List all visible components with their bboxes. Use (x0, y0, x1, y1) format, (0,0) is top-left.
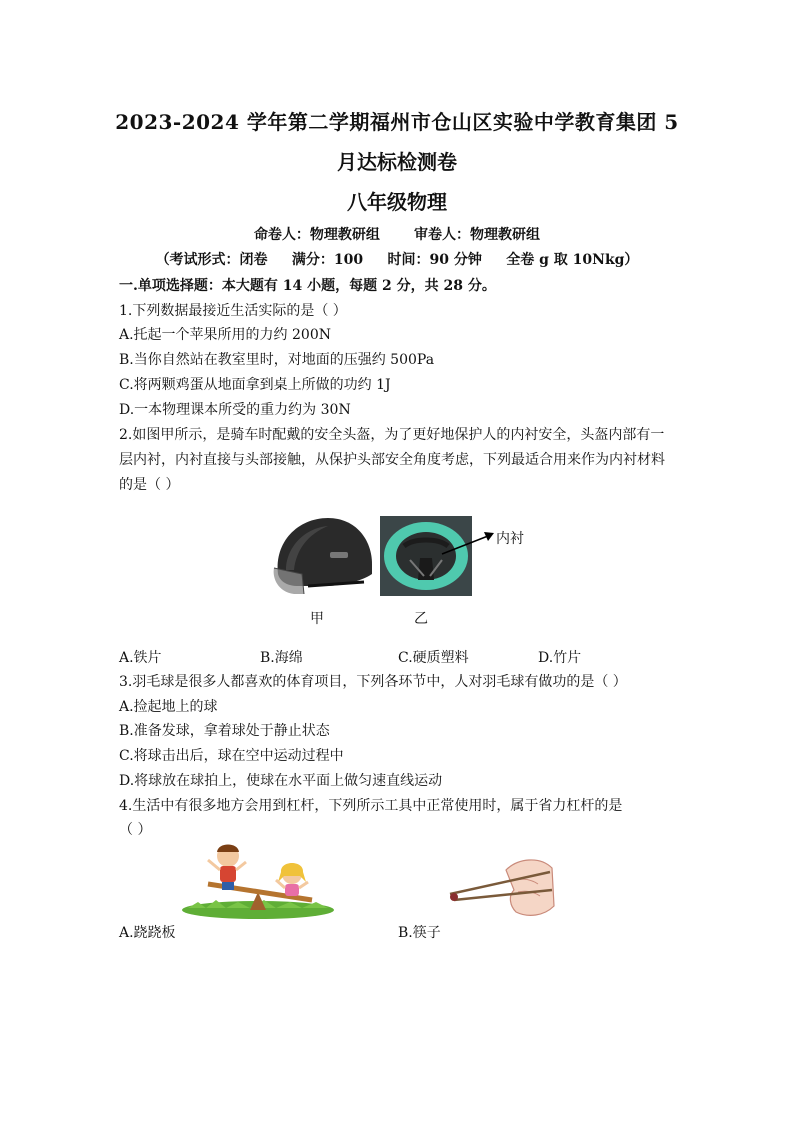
q4-stem-line1: 4.生活中有很多地方会用到杠杆，下列所示工具中正常使用时，属于省力杠杆的是 (119, 798, 623, 814)
q4-stem-line2: （ ） (119, 822, 152, 838)
seesaw-figure (178, 842, 338, 920)
q1-option-d: D.一本物理课本所受的重力约为 30N (119, 402, 351, 418)
authors-line: 命卷人：物理教研组 审卷人：物理教研组 (253, 227, 541, 243)
q3-option-b: B.准备发球，拿着球处于静止状态 (119, 723, 330, 739)
q1-option-a: A.托起一个苹果所用的力约 200N (119, 327, 331, 343)
figure-label-jia: 甲 (310, 611, 324, 627)
helmet-exterior-figure (268, 512, 376, 598)
q2-stem-line3: 的是（ ） (119, 477, 180, 493)
q1-option-c: C.将两颗鸡蛋从地面拿到桌上所做的功约 1J (119, 377, 391, 393)
q4-option-b: B.筷子 (398, 925, 441, 941)
q2-option-a: A.铁片 (119, 650, 162, 666)
q2-stem-line2: 层内衬，内衬直接与头部接触，从保护头部安全角度考虑，下列最适合用来作为内衬材料 (119, 452, 665, 468)
figure-label-yi: 乙 (414, 611, 428, 627)
exam-info-line: （考试形式：闭卷 满分：100 时间：90 分钟 全卷 g 取 10Nkg） (155, 252, 639, 268)
exam-title-line1: 2023-2024 学年第二学期福州市仓山区实验中学教育集团 5 (115, 110, 679, 134)
q1-option-b: B.当你自然站在教室里时，对地面的压强约 500Pa (119, 352, 435, 368)
section-heading: 一.单项选择题：本大题有 14 小题，每题 2 分，共 28 分。 (119, 278, 496, 294)
q3-option-a: A.捡起地上的球 (119, 699, 218, 715)
q3-stem: 3.羽毛球是很多人都喜欢的体育项目，下列各环节中，人对羽毛球有做功的是（ ） (119, 674, 627, 690)
q4-option-a: A.跷跷板 (119, 925, 176, 941)
exam-title-line2: 月达标检测卷 (337, 150, 457, 174)
q3-option-c: C.将球击出后，球在空中运动过程中 (119, 748, 344, 764)
q2-option-d: D.竹片 (538, 650, 582, 666)
q2-stem-line1: 2.如图甲所示，是骑车时配戴的安全头盔，为了更好地保护人的内衬安全，头盔内部有一 (119, 427, 665, 443)
q2-option-b: B.海绵 (260, 650, 303, 666)
subject-title: 八年级物理 (347, 190, 447, 214)
q3-option-d: D.将球放在球拍上，使球在水平面上做匀速直线运动 (119, 773, 443, 789)
lining-arrow-icon (440, 528, 496, 558)
q2-option-c: C.硬质塑料 (398, 650, 469, 666)
chopsticks-figure (444, 850, 556, 926)
q1-stem: 1.下列数据最接近生活实际的是（ ） (119, 303, 347, 319)
lining-label: 内衬 (496, 531, 524, 547)
